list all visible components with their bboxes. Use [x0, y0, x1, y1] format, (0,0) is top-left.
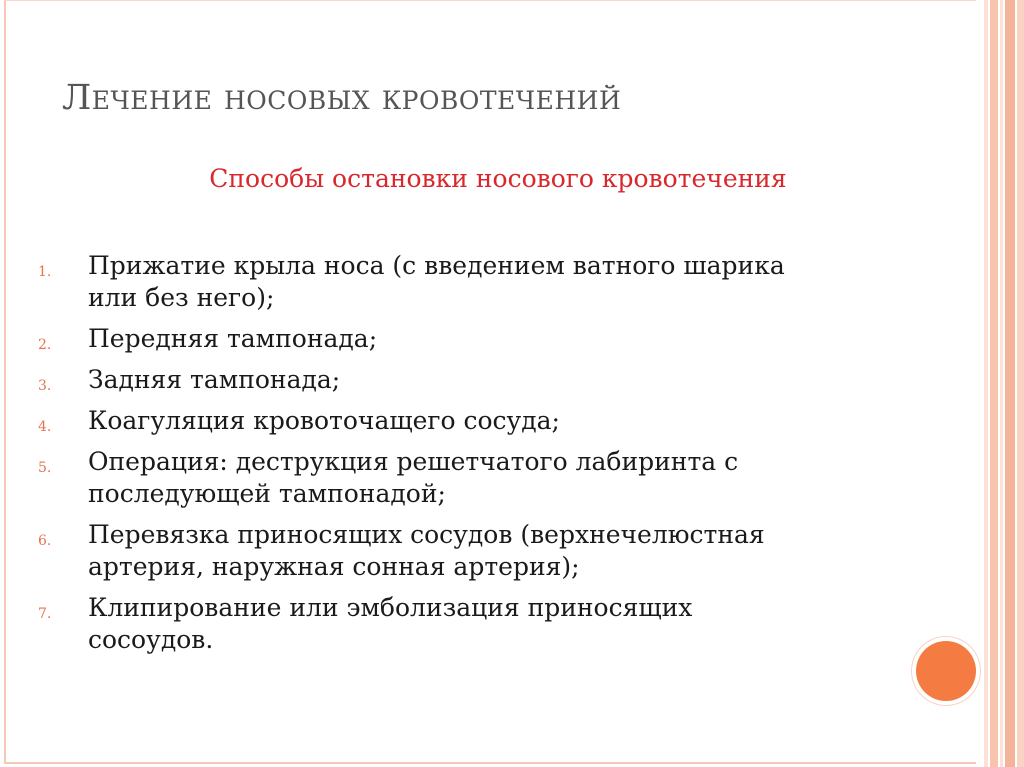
list-item-text: Клипирование или эмболизация приносящих сосоудов. [88, 593, 693, 654]
list-item [38, 250, 958, 314]
decor-stripe-2 [990, 0, 998, 767]
list-item-text: Прижатие крыла носа (с введением ватного шарика или без него); [88, 251, 785, 312]
decor-stripe-3 [1000, 0, 1003, 767]
list-item-text: Операция: деструкция решетчатого лабиринта с последующей тампонадой; [88, 447, 739, 508]
list-item [38, 519, 958, 583]
list-item-number: 2. [38, 337, 52, 353]
decor-stripe-4 [1005, 0, 1015, 767]
list-item-number: 5. [38, 460, 52, 476]
list-item-number: 3. [38, 378, 52, 394]
slide-subtitle: Способы остановки носового кровотечения [209, 164, 787, 193]
decor-stripe-1 [984, 0, 988, 767]
list-item-number: 6. [38, 533, 52, 549]
decor-circle [916, 641, 976, 701]
methods-list [38, 250, 958, 665]
list-item [38, 364, 958, 396]
list-item-number: 1. [38, 264, 52, 280]
list-item-text: Передняя тампонада; [88, 324, 378, 353]
list-item [38, 405, 958, 437]
list-item [38, 446, 958, 510]
list-item-text: Коагуляция кровоточащего сосуда; [88, 406, 560, 435]
list-item-text: Перевязка приносящих сосудов (верхнечелюстная артерия, наружная сонная артерия); [88, 520, 765, 581]
list-item-number: 7. [38, 606, 52, 622]
list-item-number: 4. [38, 419, 52, 435]
decor-stripe-5 [1017, 0, 1024, 767]
list-item-text: Задняя тампонада; [88, 365, 341, 394]
slide-title: Лечение носовых кровотечений [62, 78, 622, 118]
list-item [38, 592, 958, 656]
list-item [38, 323, 958, 355]
